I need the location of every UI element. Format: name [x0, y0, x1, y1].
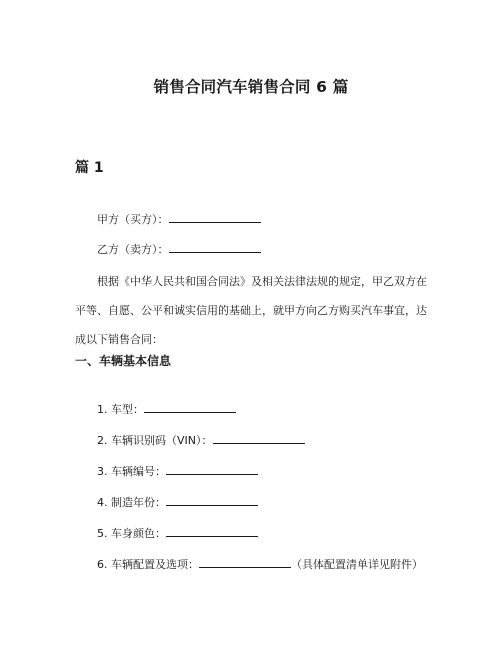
party-a-label: 甲方（买方）：: [97, 213, 169, 226]
document-title: 销售合同汽车销售合同 6 篇: [153, 78, 349, 96]
list-item: [97, 462, 258, 480]
list-item-number: 4.: [97, 496, 108, 509]
list-item-number: 1.: [97, 403, 108, 416]
list-item: [97, 524, 258, 542]
party-a-line: [97, 210, 261, 228]
party-a-blank: [169, 210, 261, 223]
section-title: 篇 1: [75, 160, 104, 176]
list-item-suffix: （具体配置清单详见附件）: [291, 558, 423, 571]
list-item-blank: [166, 493, 258, 506]
list-item: [97, 400, 236, 418]
list-item-label: 制造年份：: [111, 496, 166, 509]
intro-paragraph: 根据《中华人民共和国合同法》及相关法律法规的规定，甲乙双方在平等、自愿、公平和诚实信用的基础上，就甲方向乙方购买汽车事宜，达成以下销售合同：: [75, 275, 427, 346]
list-item-number: 3.: [97, 465, 108, 478]
party-b-label: 乙方（卖方）：: [97, 243, 169, 256]
list-item-label: 车辆识别码（VIN）：: [111, 434, 213, 447]
list-item-blank: [199, 555, 291, 568]
list-item-number: 5.: [97, 527, 108, 540]
list-item-label: 车辆配置及选项：: [111, 558, 199, 571]
list-item-blank: [144, 400, 236, 413]
list-item-label: 车辆编号：: [111, 465, 166, 478]
list-item: [97, 431, 305, 449]
list-item-label: 车型：: [111, 403, 144, 416]
list-item-blank: [213, 431, 305, 444]
party-b-blank: [169, 240, 261, 253]
heading-vehicle-info: 一、车辆基本信息: [75, 354, 172, 368]
list-item-number: 6.: [97, 558, 108, 571]
list-item: [97, 555, 423, 573]
party-b-line: [97, 240, 261, 258]
list-item: [97, 493, 258, 511]
list-item-label: 车身颜色：: [111, 527, 166, 540]
list-item-number: 2.: [97, 434, 108, 447]
list-item-blank: [166, 524, 258, 537]
list-item-blank: [166, 462, 258, 475]
